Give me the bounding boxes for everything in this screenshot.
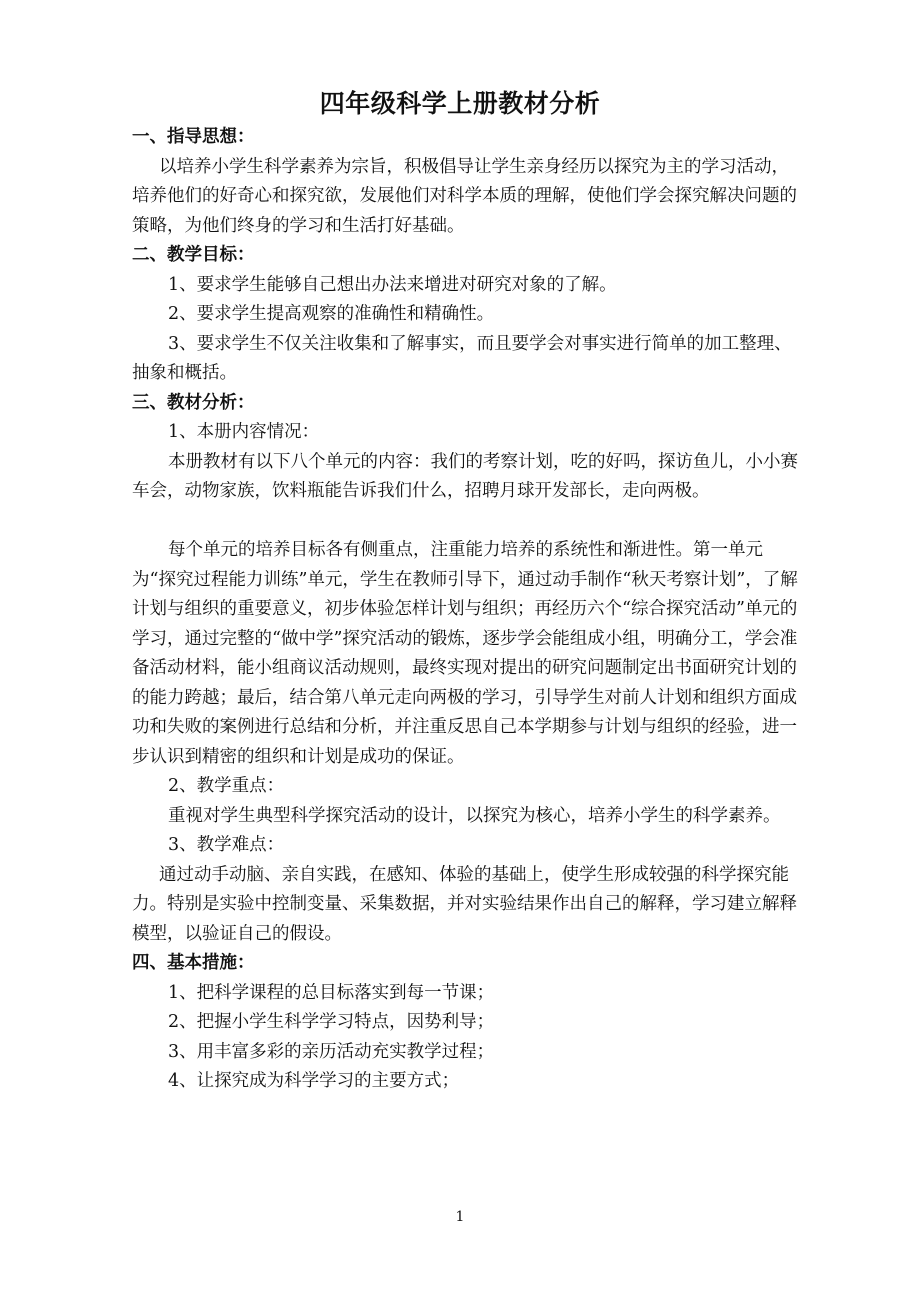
content-paragraph-goals: 每个单元的培养目标各有侧重点，注重能力培养的系统性和渐进性。第一单元为“探究过程能力训练”单元，学生在教师引导下，通过动手制作“秋天考察计划”，了解计划与组织的重要意义，初步体验怎样计划与组织；再经历六个“综合探究活动”单元的学习，通过完整的“做中学”探究活动的锻炼，逐步学会能组成小组，明确分工，学会准备活动材料，能小组商议活动规则，最终实现对提出的研究问题制定出书面研究计划的的能力跨越；最后，结合第八单元走向两极的学习，引导学生对前人计划和组织方面成功和失败的案例进行总结和分析，并注重反思自己本学期参与计划与组织的经验，进一步认识到精密的组织和计划是成功的保证。	[132, 540, 798, 767]
section-heading-teaching-goals: 二、教学目标：	[132, 245, 255, 265]
teaching-goal-item: 2、要求学生提高观察的准确性和精确性。	[168, 304, 495, 324]
section-heading-guiding-ideology: 一、指导思想：	[132, 127, 255, 147]
section-heading-textbook-analysis: 三、教材分析：	[132, 392, 255, 413]
content-paragraph-units: 本册教材有以下八个单元的内容：我们的考察计划，吃的好吗，探访鱼儿，小小赛车会，动物家族，饮料瓶能告诉我们什么，招聘月球开发部长，走向两极。	[132, 451, 798, 501]
section-heading-basic-measures: 四、基本措施：	[132, 953, 255, 973]
subsection-label-difficulties: 3、教学难点：	[168, 835, 285, 855]
document-title: 四年级科学上册教材分析	[319, 89, 601, 118]
difficulties-paragraph: 通过动手动脑、亲自实践，在感知、体验的基础上，使学生形成较强的科学探究能力。特别是实验中控制变量、采集数据，并对实验结果作出自己的解释，学习建立解释模型，以验证自己的假设。	[132, 864, 797, 944]
guiding-ideology-paragraph: 以培养小学生科学素养为宗旨，积极倡导让学生亲身经历以探究为主的学习活动，培养他们的好奇心和探究欲，发展他们对科学本质的理解，使他们学会探究解决问题的策略，为他们终身的学习和生活打好基础。	[132, 156, 797, 236]
subsection-label-key-points: 2、教学重点：	[168, 776, 285, 796]
measure-item: 3、用丰富多彩的亲历活动充实教学过程；	[168, 1041, 495, 1062]
key-points-paragraph: 重视对学生典型科学探究活动的设计，以探究为核心，培养小学生的科学素养。	[168, 805, 781, 826]
measure-item: 2、把握小学生科学学习特点，因势利导；	[168, 1012, 495, 1032]
page-number: 1	[455, 1209, 465, 1225]
teaching-goal-item: 3、要求学生不仅关注收集和了解事实，而且要学会对事实进行简单的加工整理、抽象和概括。	[132, 333, 792, 383]
teaching-goal-item: 1、要求学生能够自己想出办法来增进对研究对象的了解。	[168, 274, 617, 295]
measure-item: 4、让探究成为科学学习的主要方式；	[168, 1071, 460, 1091]
document-body	[132, 123, 800, 1097]
blank-line	[132, 507, 800, 537]
subsection-label-content: 1、本册内容情况：	[168, 422, 320, 442]
measure-item: 1、把科学课程的总目标落实到每一节课；	[168, 982, 495, 1003]
